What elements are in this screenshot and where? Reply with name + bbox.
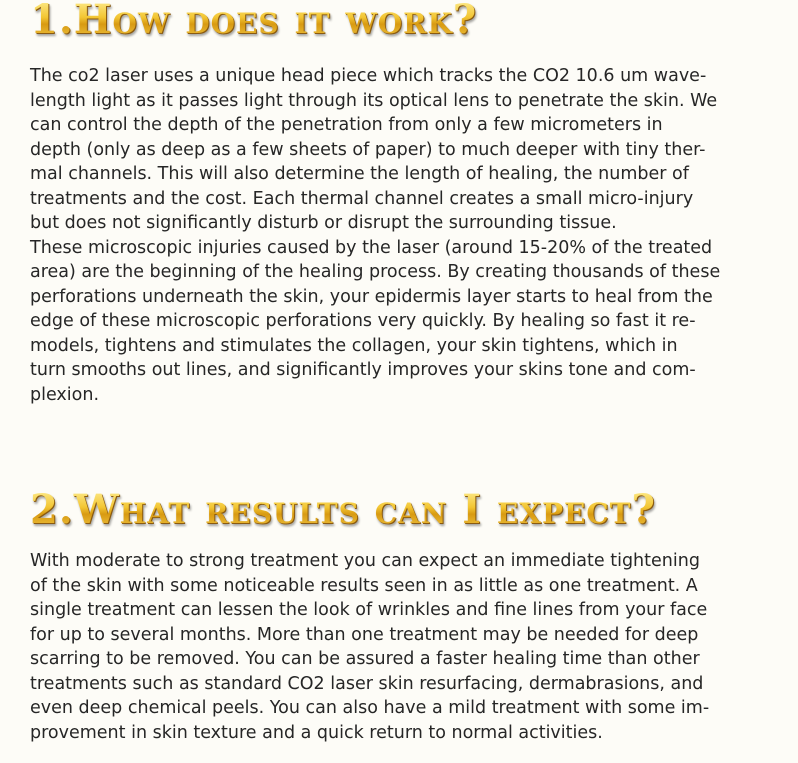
text-line: mal channels. This will also determine the length of healing, the number of (30, 164, 689, 184)
text-line: perforations underneath the skin, your epidermis layer starts to heal from the (30, 286, 713, 307)
text-line: even deep chemical peels. You can also have a mild treatment with some im- (30, 698, 710, 718)
text-line: treatments and the cost. Each thermal channel creates a small micro-injury (30, 188, 694, 209)
text-line: The co2 laser uses a unique head piece which tracks the CO2 10.6 um wave- (30, 66, 707, 86)
text-line: length light as it passes light through its optical lens to penetrate the skin. We (30, 90, 718, 111)
text-line: single treatment can lessen the look of wrinkles and fine lines from your face (30, 600, 708, 620)
text-line: area) are the beginning of the healing process. By creating thousands of these (30, 262, 721, 282)
text-line: for up to several months. More than one treatment may be needed for deep (30, 624, 699, 645)
text-line: With moderate to strong treatment you can expect an immediate tightening (30, 551, 700, 571)
text-line: models, tightens and stimulates the collagen, your skin tightens, which in (30, 335, 678, 356)
section-body-how-it-works (30, 64, 790, 407)
text-line: These microscopic injuries caused by the laser (around 15-20% of the treated (30, 237, 713, 258)
text-line: can control the depth of the penetration from only a few micrometers in (30, 115, 663, 135)
text-line: of the skin with some noticeable results seen in as little as one treatment. A (30, 575, 698, 596)
section-heading-how-it-works: 1.How does it work? (30, 0, 477, 43)
text-line: provement in skin texture and a quick return to normal activities. (30, 722, 603, 743)
text-line: turn smooths out lines, and significantly improves your skins tone and com- (30, 360, 696, 380)
text-line: plexion. (30, 384, 100, 405)
section-heading-results: 2.What results can I expect? (30, 486, 656, 533)
section-body-results (30, 549, 790, 745)
text-line: depth (only as deep as a few sheets of paper) to much deeper with tiny ther- (30, 139, 706, 160)
text-line: but does not significantly disturb or disrupt the surrounding tissue. (30, 213, 617, 233)
text-line: edge of these microscopic perforations very quickly. By healing so fast it re- (30, 311, 696, 331)
text-line: scarring to be removed. You can be assured a faster healing time than other (30, 649, 700, 669)
text-line: treatments such as standard CO2 laser skin resurfacing, dermabrasions, and (30, 673, 704, 694)
